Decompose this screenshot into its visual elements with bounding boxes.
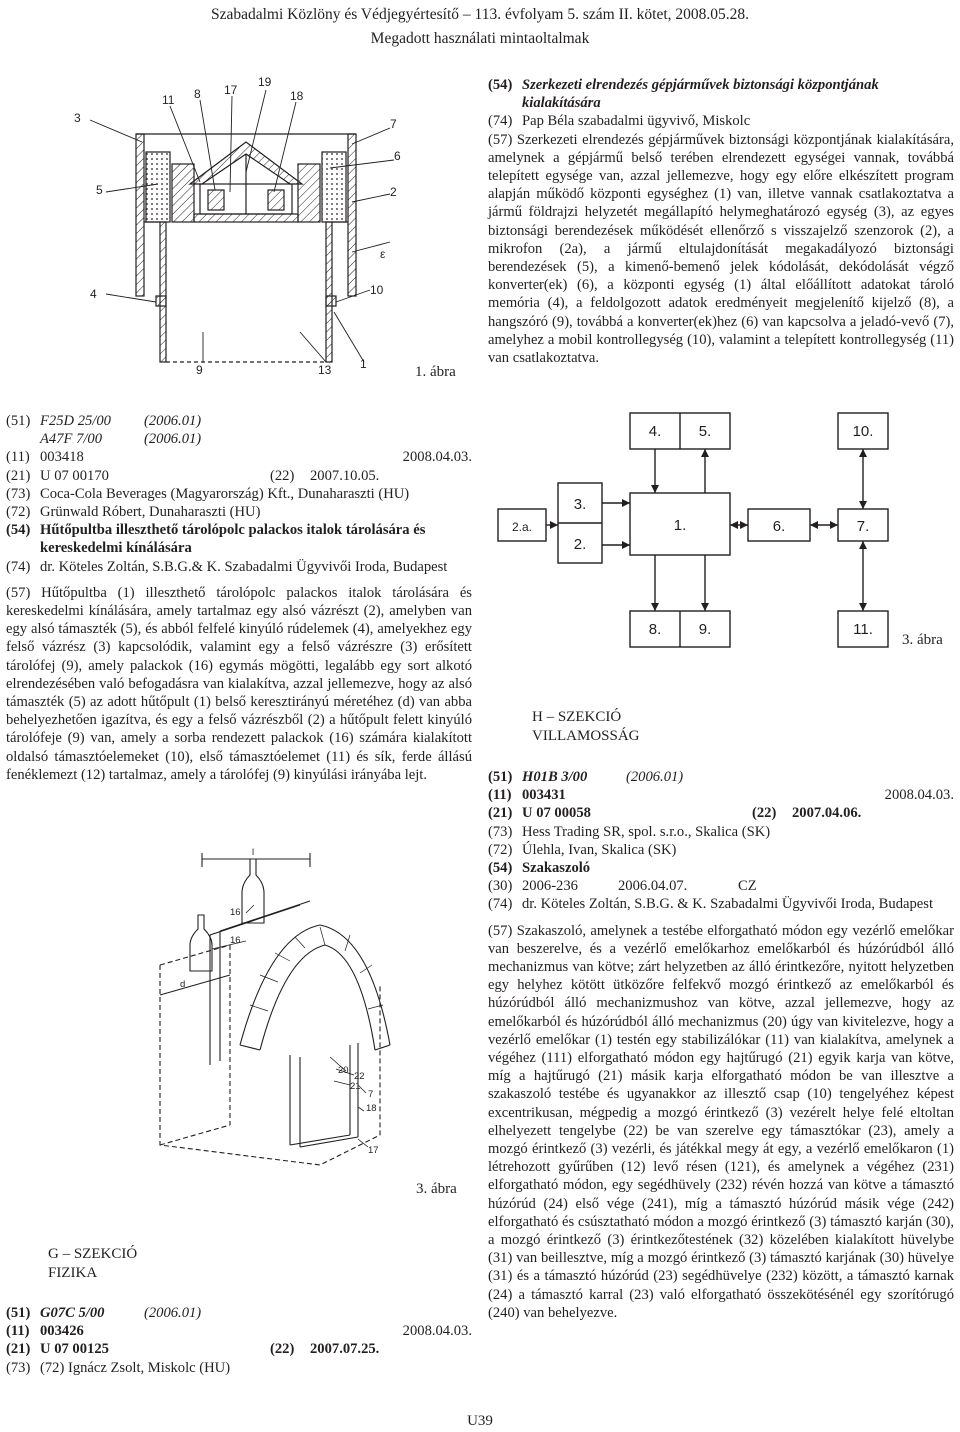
number-row bbox=[6, 1322, 472, 1340]
shelf-label: 18 bbox=[366, 1103, 377, 1114]
ipc-code: F25D 25/00 bbox=[40, 413, 111, 429]
inventor: Grünwald Róbert, Dunaharaszti (HU) bbox=[40, 504, 261, 521]
ipc-row bbox=[6, 412, 472, 430]
patent-title: Szakaszoló bbox=[522, 860, 591, 877]
box-label: 8. bbox=[648, 621, 662, 638]
record-1 bbox=[488, 76, 954, 367]
attorney: dr. Köteles Zoltán, S.B.G. & K. Szabadalmi Ügyvivői Iroda, Budapest bbox=[522, 896, 933, 913]
field-code: (73) bbox=[488, 823, 513, 840]
application-number: U 07 00170 bbox=[40, 467, 109, 484]
shelf-label: l bbox=[252, 847, 255, 858]
fig1-label: 9 bbox=[196, 363, 203, 377]
section-subtitle: VILLAMOSSÁG bbox=[532, 728, 640, 744]
priority-date: 2006.04.07. bbox=[618, 878, 688, 895]
field-code: (22) bbox=[752, 805, 777, 822]
attorney-row bbox=[6, 558, 472, 576]
inventor-row bbox=[6, 503, 472, 521]
inventor: Úlehla, Ivan, Skalica (SK) bbox=[522, 841, 677, 858]
application-number: U 07 00058 bbox=[522, 805, 591, 822]
box-label: 5. bbox=[698, 423, 712, 440]
figure-3-diagram bbox=[490, 405, 960, 660]
fig1-label: 13 bbox=[318, 363, 332, 377]
journal-header: Szabadalmi Közlöny és Védjegyértesítő – 113. évfolyam 5. szám II. kötet, 2008.05.28. bbox=[210, 6, 750, 23]
abstract: (57) Hűtőpultba (1) illeszthető tárolópolc palackos italok tárolására és kereskedelmi kínálására, amely tartalmaz egy alsó vázrészt (2), amelyben van egy alsó támaszték (5), és abból felfelé kinyúló rúdelemek (4), amelyekhez egy felső vázrész (3) kapcsolódik, valamint egy a felső vázrészre (3) erősített tárolófej (9), amely palackok (16) egymás mögötti, legalább egy sort alkotó elrendezésében való befogadásra van kialakítva, azzal jellemezve, hogy az alsó támaszték (5) az adott hűtőpult (1) belső keresztirányú méretéhez (d) van abba behelyezhetően igazítva, és egy a felső vázrészből (2) a hűtőpult felett kinyúló tárolófeje (9) van, amely a sorba rendezett palackok (16) számára kialakított oldalsó támasztóelemeket (10), első támasztóelemet (11) és sík, ferde állású fenéklemezt (12) tartalmaz, amely a tárolófej (9) kinyúlási irányába lejt. bbox=[6, 584, 472, 783]
field-code: (22) bbox=[270, 1341, 295, 1358]
inventor-row bbox=[488, 841, 954, 859]
filing-date: 2007.04.06. bbox=[792, 805, 862, 822]
holder: Coca-Cola Beverages (Magyarország) Kft., Dunaharaszti (HU) bbox=[40, 485, 410, 502]
figure-1-caption: 1. ábra bbox=[415, 364, 456, 380]
fig1-label: 6 bbox=[394, 149, 401, 163]
fig1-label: 4 bbox=[90, 287, 97, 301]
box-label: 11. bbox=[853, 621, 873, 638]
shelf-label: 16 bbox=[230, 907, 241, 918]
title-row bbox=[6, 521, 472, 557]
ipc-row bbox=[6, 1304, 472, 1322]
fig1-label: 8 bbox=[194, 87, 201, 101]
figure-3-caption: 3. ábra bbox=[902, 632, 943, 648]
section-g bbox=[48, 1245, 137, 1283]
ipc-code: A47F 7/00 bbox=[40, 431, 103, 448]
shelf-label: 21 bbox=[350, 1081, 361, 1092]
abstract: (57) Szakaszoló, amelynek a testébe elforgatható módon egy vezérlő emelőkar van beszerelve, és a vezérlő emelőkarhoz emelőkarból és húzórúdból álló mechanizmus van kötve; zárt helyzetben az álló érintkezőre, nyitott helyzetben egy helyhez kötött ütközőre felfekvő mozgó érintkező az emelőkarból és húzórúdból álló mechanizmushoz van kötve, azzal jellemezve, hogy az emelőkarból és húzórúdból álló mechanizmus (20) úgy van kivitelezve, hogy a vezérlő emelőkar (1) testén egy stabilizálókar (11) van kialakítva, amelynek a végéhez (111) elforgatható módon egy hajtűrugó (21) egyik karja van kötve, míg a hajtűrugó (21) másik karja elforgatható módon be van illesztve a szakaszoló testébe és ugyanakkor az illesztő csap (10) tengelyéhez képest excentrikusan, mégpedig a mozgó érintkező (3) vezérelt helye felé eltoltan elhelyezett tengelybe (22) be van szerelve egy támasztókar (23), amely a mozgó érintkező (3) vezérli, és játékkal megy át egy, a vezérlő emelőkaron (1) létrehozott gyűrűben (12) levő résen (121), és amelynek a végéhez (231) elforgatható módon, egy segédhüvely (232) révén hozzá van kötve a támasztó húzórúd (24) első vége (241), míg a támasztó húzórúd másik vége (242) elforgatható és csúsztatható módon a mozgó érintkező (3) támasztó karján (30), a mozgó érintkező (3) érintkezőtestének (32) közelében kialakított hüvelybe (31) van beillesztve, míg a mozgó érintkező (3) támasztó karjának (30) hüvelye (31) és a támasztó húzórúd (23) segédhüvelye (232) között, a támasztó karnak (24) a támasztó karral (23) való elforgatható összekötésénél egy szorítórugó (240) van behelyezve. bbox=[488, 922, 954, 1321]
holder-row bbox=[488, 823, 954, 841]
field-code: (72) bbox=[488, 841, 513, 858]
reg-number: 003431 bbox=[522, 787, 566, 804]
field-code: (51) bbox=[488, 769, 513, 785]
holder-row bbox=[6, 485, 472, 503]
reg-date: 2008.04.03. bbox=[402, 1323, 472, 1340]
box-label: 1. bbox=[673, 517, 687, 534]
section-h bbox=[532, 708, 640, 746]
patent-title: Hűtőpultba illeszthető tárolópolc palackos italok tárolására és kereskedelmi kínálására bbox=[40, 522, 426, 557]
fig1-label: ε bbox=[380, 247, 386, 261]
figure-1 bbox=[60, 72, 470, 392]
title-row bbox=[488, 859, 954, 877]
shelf-label: 17 bbox=[368, 1145, 379, 1156]
holder: (72) Ignácz Zsolt, Miskolc (HU) bbox=[40, 1359, 231, 1376]
field-code: (11) bbox=[488, 787, 512, 804]
fig1-label: 10 bbox=[370, 283, 384, 297]
fig1-label: 1 bbox=[360, 357, 367, 371]
fig1-label: 2 bbox=[390, 185, 397, 199]
reg-number: 003426 bbox=[40, 1323, 84, 1340]
box-label: 2. bbox=[573, 536, 587, 553]
box-label: 2.a. bbox=[511, 520, 533, 534]
field-code: (11) bbox=[6, 1323, 30, 1340]
field-code: (54) bbox=[488, 77, 513, 93]
shelf-label: d bbox=[180, 979, 186, 990]
section-subtitle: FIZIKA bbox=[48, 1265, 98, 1281]
section-header: Megadott használati mintaoltalmak bbox=[370, 30, 590, 47]
attorney-row bbox=[488, 112, 954, 130]
application-row bbox=[488, 804, 954, 822]
fig1-label: 7 bbox=[390, 117, 397, 131]
record-3 bbox=[6, 1304, 472, 1377]
reg-number: 003418 bbox=[40, 449, 84, 466]
field-code: (73) bbox=[6, 485, 31, 502]
figure-3 bbox=[490, 405, 960, 660]
box-label: 10. bbox=[852, 423, 874, 440]
reg-date: 2008.04.03. bbox=[402, 449, 472, 466]
figure-shelf-caption: 3. ábra bbox=[416, 1181, 457, 1197]
application-row bbox=[6, 467, 472, 485]
field-code: (74) bbox=[488, 896, 513, 913]
field-code: (54) bbox=[488, 860, 513, 877]
box-label: 4. bbox=[648, 423, 662, 440]
ipc-row bbox=[6, 430, 472, 448]
reg-date: 2008.04.03. bbox=[884, 787, 954, 804]
ipc-date: (2006.01) bbox=[626, 769, 684, 785]
field-code: (11) bbox=[6, 449, 30, 466]
field-code: (22) bbox=[270, 467, 295, 484]
fig1-label: 3 bbox=[74, 111, 81, 125]
box-label: 3. bbox=[573, 496, 587, 513]
shelf-label: 7 bbox=[368, 1089, 374, 1100]
shelf-label: 20 bbox=[338, 1065, 349, 1076]
holder: Hess Trading SR, spol. s.r.o., Skalica (SK) bbox=[522, 823, 771, 840]
ipc-code: H01B 3/00 bbox=[522, 769, 588, 785]
shelf-label: 22 bbox=[354, 1071, 365, 1082]
priority-number: 2006-236 bbox=[522, 878, 578, 895]
filing-date: 2007.10.05. bbox=[310, 467, 380, 484]
filing-date: 2007.07.25. bbox=[310, 1341, 380, 1358]
fig1-label: 5 bbox=[96, 183, 103, 197]
application-row bbox=[6, 1340, 472, 1358]
figure-shelf-drawing bbox=[150, 845, 450, 1180]
field-code: (74) bbox=[6, 558, 31, 575]
attorney: Pap Béla szabadalmi ügyvivő, Miskolc bbox=[522, 113, 751, 130]
attorney: dr. Köteles Zoltán, S.B.G.& K. Szabadalmi Ügyvivői Iroda, Budapest bbox=[40, 558, 448, 575]
ipc-row bbox=[488, 768, 954, 786]
patent-title: Szerkezeti elrendezés gépjárművek biztonsági központjának kialakítására bbox=[522, 77, 879, 112]
holder-row bbox=[6, 1359, 472, 1377]
record-4 bbox=[488, 768, 954, 1322]
priority-country: CZ bbox=[738, 878, 757, 895]
box-label: 9. bbox=[698, 621, 712, 638]
fig1-label: 19 bbox=[258, 75, 272, 89]
section-title: G – SZEKCIÓ bbox=[48, 1246, 138, 1262]
ipc-code: G07C 5/00 bbox=[40, 1305, 105, 1321]
fig1-label: 18 bbox=[290, 89, 304, 103]
title-row bbox=[488, 76, 954, 112]
application-number: U 07 00125 bbox=[40, 1341, 109, 1358]
attorney-row bbox=[488, 895, 954, 913]
record-2 bbox=[6, 412, 472, 784]
box-label: 6. bbox=[772, 518, 786, 535]
fig1-label: 17 bbox=[224, 83, 238, 97]
ipc-date: (2006.01) bbox=[144, 431, 202, 448]
field-code: (21) bbox=[6, 467, 31, 484]
field-code: (21) bbox=[6, 1341, 31, 1358]
priority-row bbox=[488, 877, 954, 895]
field-code: (51) bbox=[6, 1305, 31, 1321]
field-code: (30) bbox=[488, 878, 513, 895]
box-label: 7. bbox=[856, 518, 870, 535]
field-code: (74) bbox=[488, 113, 513, 130]
ipc-date: (2006.01) bbox=[144, 413, 202, 429]
field-code: (21) bbox=[488, 805, 513, 822]
abstract: (57) Szerkezeti elrendezés gépjárművek biztonsági központjának kialakítására, amelynek a gépjármű belső terében elrendezett egységei vannak, továbbá telepített egysége van, azzal jellemezve, hogy egy előre elkészített program alapján működő központi egységhez (1) van, illetve vannak csatlakoztatva a jármű földrajzi helyzetét megállapító helymeghatározó egység (3), az egyes biztonsági berendezések működését ellenőrző s visszajelző szenzorok (2), a mikrofon (2a), a jármű eltulajdonítását megakadályozó biztonsági berendezések (5), a kimenő-bemenő jelek kódolását, dekódolását végző konverter(ek) (6), a központi egység (1) által előállított adatokat tároló memória (4), a feldolgozott adatok eredményeit megjelenítő kijelző (8), a hangszóró (9), továbbá a konverter(ek)hez (6) van kapcsolva a jeladó-vevő (7), amelyhez a mobil kontrollegység (10), valamint a telepített kontrollegység (11) van csatlakoztatva. bbox=[488, 131, 954, 367]
field-code: (54) bbox=[6, 522, 31, 539]
figure-shelf bbox=[150, 845, 450, 1180]
field-code: (73) bbox=[6, 1359, 31, 1376]
figure-1-drawing bbox=[60, 72, 470, 392]
field-code: (51) bbox=[6, 413, 31, 429]
shelf-label: 16 bbox=[230, 935, 241, 946]
ipc-date: (2006.01) bbox=[144, 1305, 202, 1321]
number-row bbox=[488, 786, 954, 804]
section-title: H – SZEKCIÓ bbox=[532, 709, 622, 725]
page-number: U39 bbox=[467, 1413, 493, 1429]
fig1-label: 11 bbox=[162, 93, 175, 107]
number-row bbox=[6, 448, 472, 466]
field-code: (72) bbox=[6, 504, 31, 521]
